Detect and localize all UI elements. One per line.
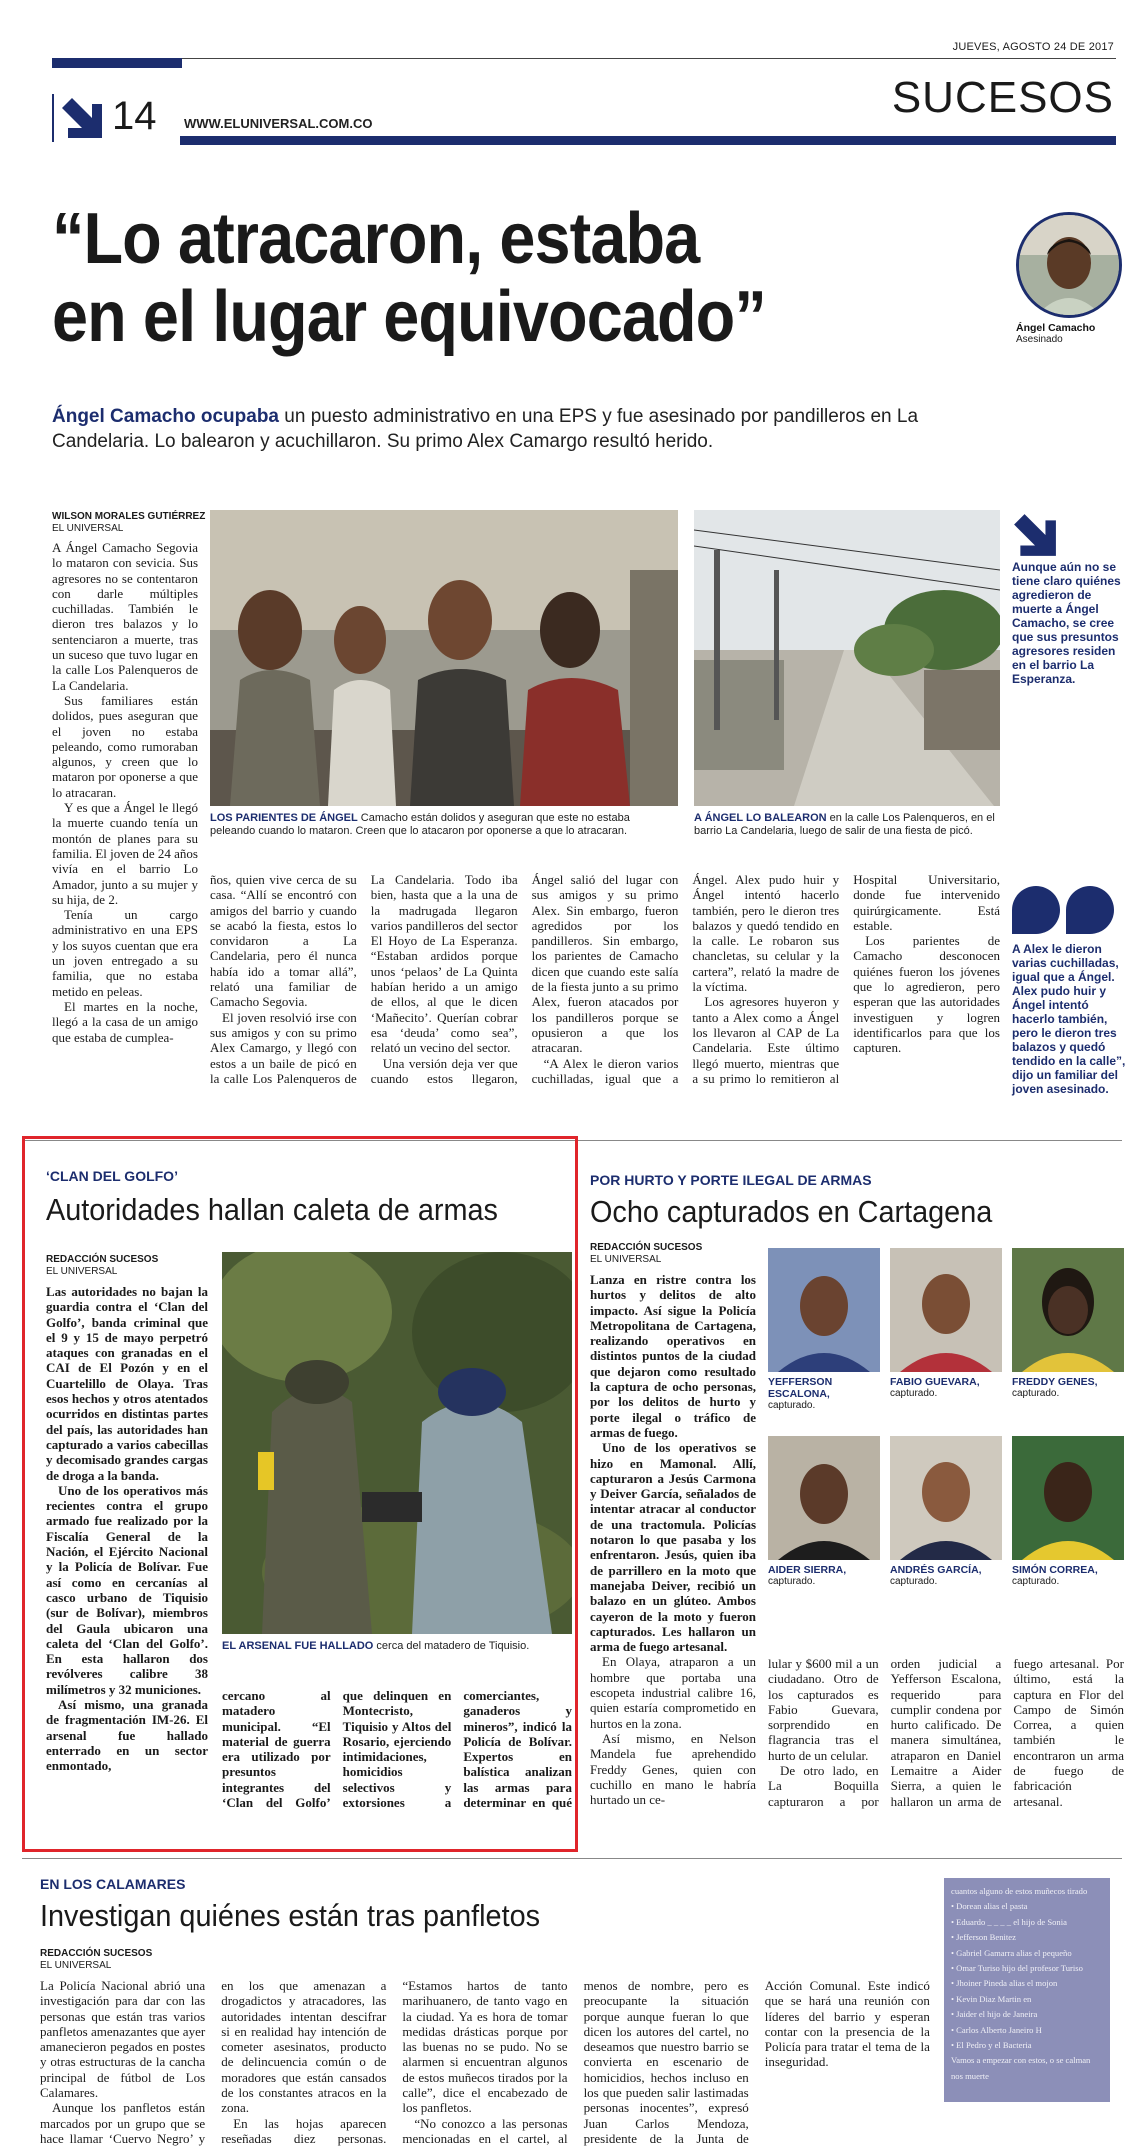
captures-byline-name: REDACCIÓN SUCESOS	[590, 1242, 703, 1253]
pamphlet-kicker: EN LOS CALAMARES	[40, 1876, 186, 1892]
mugshot-status: capturado.	[768, 1576, 816, 1587]
paragraph: Así mismo, en Nelson Mandela fue aprehendido Freddy Genes, quien con cuchillo en mano le habría hurtado un ce-	[590, 1730, 756, 1808]
main-byline-outlet: EL UNIVERSAL	[52, 523, 124, 534]
pamphlet-line: • Eduardo _ _ _ _ el hijo de Sonia	[951, 1916, 1067, 1927]
pamphlet-line: • Jefferson Benitez	[951, 1932, 1016, 1943]
mugshot-caption	[1012, 1376, 1132, 1400]
pamphlet-line: • Omar Turiso hijo del profesor Turiso	[951, 1963, 1083, 1974]
arms-byline-name: REDACCIÓN SUCESOS	[46, 1254, 159, 1265]
mugshot	[1012, 1436, 1124, 1560]
mugshot-caption	[768, 1376, 888, 1412]
photo-arsenal-caption	[222, 1640, 572, 1653]
pamphlet-line: • El Pedro y el Bacteria	[951, 2040, 1032, 2051]
arrow-down-right-icon	[60, 96, 104, 140]
pamphlet-line: • Jaider el hijo de Janeira	[951, 2009, 1038, 2020]
issue-date: JUEVES, AGOSTO 24 DE 2017	[952, 41, 1114, 53]
mugshot-name: FABIO GUEVARA,	[890, 1376, 980, 1388]
divider	[22, 1858, 1122, 1859]
arms-byline	[46, 1254, 158, 1278]
paragraph: La Policía Nacional abrió una investigación para dar con las personas que están tras varios panfletos amenazantes que ayer amanecieron pegados en postes y otras estructuras de la cancha principal de fútbol de Los Calamares.	[40, 1978, 206, 2101]
pamphlet-byline-outlet: EL UNIVERSAL	[40, 1960, 112, 1971]
paragraph: Así mismo, una granada de fragmentación IM-26. El arsenal fue hallado enterrado en un sector enmontado,	[46, 1697, 208, 1774]
main-body-columns	[210, 872, 1000, 1142]
pamphlet-byline-name: REDACCIÓN SUCESOS	[40, 1948, 153, 1959]
caption-text: en la calle Los Palenqueros, en el barrio La Candelaria, luego de salir de una fiesta de picó.	[694, 812, 995, 837]
paragraph: Los agresores huyeron y tanto a Alex como a Ángel los llevaron al CAP de La Candelaria. Este último llegó muerto, mientras que a su primo lo remitieron al Hospital Universitario, donde fue intervenido quirúrgicamente. Está estable.	[692, 872, 1000, 1086]
mugshot	[768, 1436, 880, 1560]
captures-kicker: POR HURTO Y PORTE ILEGAL DE ARMAS	[590, 1172, 872, 1188]
main-col1	[52, 540, 198, 1100]
portrait-role: Asesinado	[1016, 334, 1063, 345]
sidebar-note-1: Aunque aún no se tiene claro quiénes agredieron de muerte a Ángel Camacho, se cree que sus presuntos agresores residen en el barrio La Esperanza.	[1012, 560, 1121, 686]
header-main-bar	[180, 136, 1116, 145]
paragraph: “A Alex le dieron varios cuchilladas, igual que a Ángel. Alex pudo huir y Ángel intentó hacerlo también, pero le dieron tres balazos y quedó tendido en la calle. Le robaron sus chancletas, su celular y la cartera”, relató la madre de la víctima.	[531, 872, 840, 1086]
main-headline-line1: “Lo atracaron, estaba	[52, 199, 700, 279]
captures-headline: Ocho capturados en Cartagena	[590, 1194, 993, 1229]
paragraph: Una versión deja ver que cuando estos llegaron, Ángel salió del lugar con sus amigos y su primo Alex. Sin embargo, fueron agredidos por los pandilleros. Sin embargo, los parientes de Camacho dicen que cuando este salía de la fiesta junto a su primo Alex, fueron atacados por los pandilleros porque se opusieron a que los atracaran.	[370, 872, 679, 1086]
quote-mark-icon	[1012, 886, 1116, 936]
mugshot	[890, 1248, 1002, 1372]
paragraph: Uno de los operativos se hizo en Mamonal. Allí, capturaron a Jesús Carmona y Deiver García, señalados de intentar atracar al conductor de una tractomula. Policías notaron lo que pasaba y los enfrentaron. Jesús, quien iba de parrillero en la moto que manejaba Deiver, recibió un balazo en un glúteo. Ambos cayeron de la moto y fueron capturados. Les hallaron un arma de fuego artesanal.	[590, 1440, 756, 1655]
main-byline	[52, 511, 205, 535]
pamphlet-line: • Kevin Diaz Martin en	[951, 1993, 1032, 2004]
victim-portrait	[1016, 212, 1122, 318]
page-number-box	[52, 94, 178, 142]
sidebar-note-2: A Alex le dieron varias cuchilladas, igual que a Ángel. Alex pudo huir y Ángel intentó hacerlo también, pero le dieron tres balazos y quedó tendido en la calle”, dijo un familiar del joven asesinado.	[1012, 942, 1126, 1096]
pamphlet-line: • Dorean alias el pasta	[951, 1901, 1028, 1912]
mugshot-status: capturado.	[1012, 1388, 1060, 1399]
mugshot-caption	[1012, 1564, 1132, 1588]
paragraph: Sus familiares están dolidos, pues aseguran que el joven no estaba peleando, como rumoraban algunos, y creen que lo mataron por oponerse a que lo atracaran.	[52, 692, 198, 800]
arms-bottom-columns	[222, 1688, 572, 1824]
paragraph: ños, quien vive cerca de su casa. “Allí se encontró con amigos del barrio y cuando se acabó la fiesta, estos lo convidaron a La Candelaria, pero él nunca había ido a tomar allá”, relató una familiar de Camacho Segovia.	[210, 872, 357, 1010]
mugshot-name: AIDER SIERRA,	[768, 1564, 847, 1576]
header	[0, 0, 1142, 150]
main-subhead-lead: Ángel Camacho ocupaba	[52, 406, 279, 427]
pamphlet-line: nos muerte	[951, 2070, 989, 2081]
paragraph: A Ángel Camacho Segovia lo mataron con sevicia. Sus agresores no se contentaron con darle múltiples cuchilladas. También le dieron tres balazos y lo sentenciaron a muerte, tras un suceso que tuvo lugar en la calle Los Palenqueros de La Candelaria.	[52, 540, 198, 693]
section-title: SUCESOS	[891, 73, 1114, 122]
mugshot	[1012, 1248, 1124, 1372]
portrait-caption	[1016, 322, 1126, 346]
main-byline-name: WILSON MORALES GUTIÉRREZ	[52, 511, 206, 522]
header-blue-accent	[52, 58, 182, 68]
caption-lead: A ÁNGEL LO BALEARON	[694, 812, 827, 824]
mugshot-name: FREDDY GENES,	[1012, 1376, 1098, 1388]
captures-byline-outlet: EL UNIVERSAL	[590, 1254, 662, 1265]
paragraph: Las autoridades no bajan la guardia contra el ‘Clan del Golfo’, banda criminal que el 9 y 15 de mayo perpetró ataques con granadas en el CAI de El Pozón y en el Cuartelillo de Olaya. Tras esos hechos y otros atentados ocurridos en distintas partes del país, las autoridades han capturado a varios cabecillas y decomisado grandes cargas de droga a la banda.	[46, 1284, 208, 1483]
pamphlet-line: • Jhoiner Pineda alias el mojon	[951, 1978, 1058, 1989]
caption-text: cerca del matadero de Tiquisio.	[373, 1640, 530, 1652]
paragraph: En las hojas aparecen reseñadas diez personas. “Estamos hartos de tanto marihuanero, de tanto vago en la ciudad. Ya es hora de tomar medidas drásticas porque por las buenas no se pudo. No se alarmen si encuentran algunos de estos muñecos tirados por la calle”, dice el encabezado de los panfletos.	[221, 1978, 568, 2146]
pamphlet-line: Vamos a empezar con estos, o se calman	[951, 2055, 1091, 2066]
mugshot-status: capturado.	[768, 1400, 816, 1411]
pamphlet-columns	[40, 1978, 930, 2148]
paragraph: lular y $600 mil a un ciudadano. Otro de los capturados es Fabio Guevara, sorprendido en flagrancia tras el hurto de un celular.	[768, 1656, 879, 1763]
mugshot-caption	[890, 1376, 1010, 1400]
captures-col1	[590, 1272, 756, 1828]
main-subhead	[52, 404, 952, 454]
paragraph: Aunque los panfletos están marcados por un grupo que se hace llamar ‘Cuervo Negro’ y en los que amenazan a drogadictos y atracadores, las autoridades intentan descifrar si en realidad hay intención de cometer asesinatos, producto de delincuencia común o de moradores que están cansados de los constantes atracos en la zona.	[40, 1978, 387, 2146]
paragraph: El joven resolvió irse con sus amigos y con su primo Alex Camargo, y llegó con estos a un baile de picó en la calle Los Palenqueros de La Candelaria. Todo iba bien, hasta que a la una de la madrugada llegaron varios pandilleros del sector El Hoyo de La Esperanza. “Estaban ardidos porque unos ‘pelaos’ de La Quinta habían herido a un amigo de ellos, al que le dicen ‘Mañecito’. Querían cobrar esa ‘deuda’ como sea”, relató un vecino del sector.	[210, 872, 518, 1086]
pamphlet-photo	[944, 1878, 1110, 2102]
pamphlet-line: cuantos alguno de estos muñecos tirado	[951, 1886, 1088, 1896]
photo-relatives-caption	[210, 812, 678, 838]
captures-byline	[590, 1242, 702, 1266]
mugshot-caption	[890, 1564, 1010, 1588]
paragraph: “No conozco a las personas mencionadas en el cartel, al menos de nombre, pero es preocupante la situación porque aunque fueran lo que dicen los autores del cartel, no deseamos que nuestro barrio se convierta en escenario de homicidios, hechos incluso en los que pueden salir lastimadas personas inocentes”, expresó Juan Carlos Mendoza, presidente de la Junta de Acción Comunal. Este indicó que se hará una reunión con líderes del barrio y esperan contar con la presencia de la Policía para tratar el tema de la inseguridad.	[402, 1978, 930, 2146]
mugshot-status: capturado.	[890, 1388, 938, 1399]
arms-col1	[46, 1284, 208, 1822]
mugshot-name: YEFFERSON ESCALONA,	[768, 1376, 833, 1400]
paragraph: De otro lado, en La Boquilla capturaron a por orden judicial a Yefferson Escalona, requerido para cumplir condena por hurto calificado. De manera simultánea, atraparon en Daniel Lemaitre a Aider Sierra, a quien le hallaron un arma de fuego artesanal. Por último, está la captura en Flor del Campo de Simón Correa, a quien también le encontraron un arma de fuego de fabricación artesanal.	[768, 1656, 1124, 1809]
mugshot-name: ANDRÉS GARCÍA,	[890, 1564, 982, 1576]
paragraph: Los parientes de Camacho desconocen quiénes fueron los jóvenes que lo agredieron, pero esperan que las autoridades investiguen y logren identificarlos para que los capturen.	[853, 933, 1000, 1056]
paragraph: El martes en la noche, llegó a la casa de un amigo que estaba de cumplea-	[52, 998, 198, 1045]
paragraph: cercano al matadero municipal. “El material de guerra era utilizado por presuntos integrantes del ‘Clan del Golfo’ que delinquen en Montecristo, Tiquisio y Altos del Rosario, ejerciendo intimidaciones, homicidios selectivos y extorsiones a comerciantes, ganaderos y mineros”, indicó la Policía de Bolívar. Expertos en balística analizan las armas para determinar en qué	[222, 1688, 572, 1811]
pamphlet-line: • Gabriel Gamarra alias el pequeño	[951, 1947, 1072, 1958]
paragraph: Lanza en ristre contra los hurtos y delitos de alto impacto. Así sigue la Policía Metropolitana de Cartagena, realizando operativos en distintos puntos de la ciudad que dejaron como resultado la captura de ocho personas, por los delitos de hurto y porte ilegal o tráfico de armas de fuego.	[590, 1272, 756, 1440]
mugshot	[768, 1248, 880, 1372]
paragraph: En Olaya, atraparon a un hombre que portaba una escopeta industrial calibre 16, quien estaría comprometido en hurtos en la zona.	[590, 1654, 756, 1731]
mugshot-name: SIMÓN CORREA,	[1012, 1564, 1098, 1576]
paragraph: Tenía un cargo administrativo en una EPS y los suyos cuentan que era un joven entregado a su familia, que no estaba metido en peleas.	[52, 907, 198, 999]
main-subhead-rest: un puesto administrativo en una EPS y fue asesinado por pandilleros en La Candelaria. Lo balearon y acuchillaron. Su primo Alex Camargo resultó herido.	[52, 406, 919, 452]
arrow-down-right-icon	[1012, 512, 1058, 558]
arms-byline-outlet: EL UNIVERSAL	[46, 1266, 118, 1277]
arms-kicker: ‘CLAN DEL GOLFO’	[46, 1168, 178, 1184]
captures-bottom-columns	[768, 1656, 1124, 1828]
photo-street	[694, 510, 1000, 806]
top-rule	[52, 58, 1116, 59]
mugshot-grid	[768, 1248, 1124, 1638]
caption-lead: EL ARSENAL FUE HALLADO	[222, 1640, 374, 1652]
paragraph: Y es que a Ángel le llegó la muerte cuando tenía un montón de planes para su familia. El joven de 24 años vivía en el barrio Lo Amador, junto a su mujer y su hija, de 2.	[52, 800, 198, 907]
mugshot	[890, 1436, 1002, 1560]
mugshot-caption	[768, 1564, 888, 1588]
page-number: 14	[112, 94, 157, 138]
photo-street-caption	[694, 812, 1000, 838]
caption-lead: LOS PARIENTES DE ÁNGEL	[210, 812, 358, 824]
mugshot-status: capturado.	[890, 1576, 938, 1587]
website-link[interactable]: WWW.ELUNIVERSAL.COM.CO	[184, 116, 373, 131]
photo-relatives	[210, 510, 678, 806]
pamphlet-line: • Carlos Alberto Janeiro H	[951, 2024, 1042, 2035]
main-headline	[52, 200, 862, 356]
photo-arsenal	[222, 1252, 572, 1634]
pamphlet-byline	[40, 1948, 152, 1972]
arms-headline: Autoridades hallan caleta de armas	[46, 1192, 498, 1227]
main-headline-line2: en el lugar equivocado”	[52, 277, 766, 357]
mugshot-status: capturado.	[1012, 1576, 1060, 1587]
caption-text: Camacho están dolidos y aseguran que este no estaba peleando cuando lo mataron. Creen que lo atacaron por oponerse a que lo atracaran.	[210, 812, 630, 837]
pamphlet-headline: Investigan quiénes están tras panfletos	[40, 1898, 541, 1933]
paragraph: Uno de los operativos más recientes contra el grupo armado fue realizado por la Fiscalía General de la Nación, el Ejército Nacional y la Policía de Bolívar. Fue así como en cercanías al casco urbano de Tiquisio (sur de Bolívar), miembros del Gaula ubicaron una caleta del ‘Clan del Golfo’. En esta hallaron dos revólveres calibre 38 milímetros y 32 municiones.	[46, 1482, 208, 1697]
portrait-name: Ángel Camacho	[1016, 322, 1096, 334]
